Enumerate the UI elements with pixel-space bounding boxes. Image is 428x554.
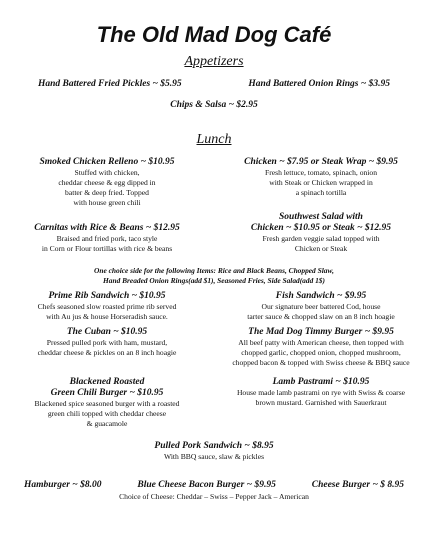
menu-item-green-chili-burger: Blackened Roasted Green Chili Burger ~ $10.95 Blackened spice seasoned burger with a roasted green chili topped with cheddar cheese & guacamole (34, 377, 180, 428)
burger-row (24, 480, 404, 490)
side-choice-note: One choice side for the following Items: Rice and Black Beans, Chopped Slaw, Hand Breaded Onion Rings(add $1), Seasoned Fries, Side Salad(add 1$) (94, 266, 334, 285)
burger-item: Blue Cheese Bacon Burger ~ $9.95 (137, 480, 276, 490)
menu-item-southwest-salad: Southwest Salad with Chicken ~ $10.95 or Steak ~ $12.95 Fresh garden veggie salad topped with Chicken or Steak (250, 212, 392, 253)
appetizers-heading: Appetizers (184, 54, 244, 69)
menu-item-carnitas: Carnitas with Rice & Beans ~ $12.95 Braised and fried pork, taco style in Corn or Flour tortillas with rice & beans (34, 223, 180, 253)
menu-item-timmy-burger: The Mad Dog Timmy Burger ~ $9.95 All beef patty with American cheese, then topped with chopped garlic, chopped onion, chopped mushroom, chopped bacon & topped with Swiss cheese & BBQ sauce (232, 327, 410, 367)
page-title: The Old Mad Dog Café (96, 22, 332, 47)
appetizers-row (38, 79, 390, 89)
menu-item-cuban: The Cuban ~ $10.95 Pressed pulled pork with ham, mustard, cheddar cheese & pickles on an 8 inch hoagie (37, 327, 177, 357)
menu-item-relleno: Smoked Chicken Relleno ~ $10.95 Stuffed with chicken, cheddar cheese & egg dipped in batter & deep fried. Topped with house green chili (39, 157, 175, 207)
menu-item-pulled-pork: Pulled Pork Sandwich ~ $8.95 With BBQ sauce, slaw & pickles (154, 441, 274, 461)
appetizer-item: Chips & Salsa ~ $2.95 (170, 100, 258, 110)
menu-item-fish: Fish Sandwich ~ $9.95 Our signature beer battered Cod, house tarter sauce & chopped slaw on an 8 inch hoagie (247, 291, 395, 321)
appetizer-item: Hand Battered Fried Pickles ~ $5.95 (38, 79, 182, 89)
appetizer-item: Hand Battered Onion Rings ~ $3.95 (248, 79, 390, 89)
cheese-choice: Choice of Cheese: Cheddar – Swiss – Pepper Jack – American (119, 492, 309, 501)
menu-item-chicken-wrap: Chicken ~ $7.95 or Steak Wrap ~ $9.95 Fresh lettuce, tomato, spinach, onion with Steak or Chicken wrapped in a spinach tortilla (244, 157, 398, 197)
burger-item: Cheese Burger ~ $ 8.95 (311, 480, 404, 490)
menu-item-prime-rib: Prime Rib Sandwich ~ $10.95 Chefs seasoned slow roasted prime rib served with Au jus & house Horseradish sauce. (37, 291, 177, 321)
menu-item-lamb-pastrami: Lamb Pastrami ~ $10.95 House made lamb pastrami on rye with Swiss & coarse brown mustard. Garnished with Sauerkraut (236, 377, 406, 407)
burger-item: Hamburger ~ $8.00 (24, 480, 102, 490)
lunch-heading: Lunch (196, 132, 232, 147)
